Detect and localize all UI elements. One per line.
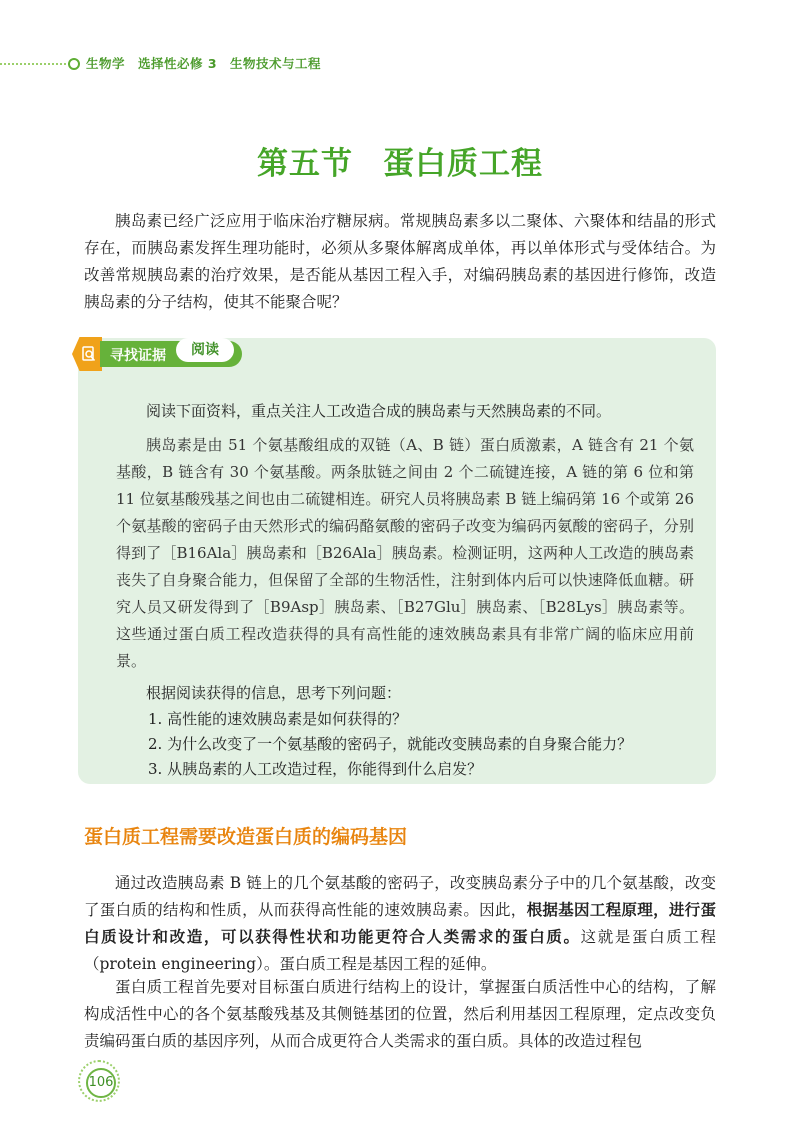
magnifier-document-icon — [82, 346, 96, 362]
section-title-text: 蛋白质工程 — [383, 146, 543, 182]
p2-text-a: 通过改造胰岛素 B 链上的几个氨基酸的密码子，改变胰岛素分子中的几个氨基酸，改变了蛋白质的结构和性质，从而获得高性能的速效胰岛素。因此， — [84, 874, 716, 919]
question-list — [148, 707, 708, 782]
p2-text-b: 这就是蛋白质工程（protein engineering）。蛋白质工程是基因工程的延伸。 — [84, 928, 716, 973]
header-dotted-rule — [0, 63, 70, 65]
evidence-badge — [72, 337, 242, 371]
header-ring-icon — [68, 58, 80, 70]
question-item: 1. 高性能的速效胰岛素是如何获得的？ — [148, 710, 408, 728]
intro-paragraph: 胰岛素已经广泛应用于临床治疗糖尿病。常规胰岛素多以二聚体、六聚体和结晶的形式存在，而胰岛素发挥生理功能时，必须从多聚体解离成单体，再以单体形式与受体结合。为改善常规胰岛素的治疗效果，是否能从基因工程入手，对编码胰岛素的基因进行修饰，改造胰岛素的分子结构，使其不能聚合呢？ — [84, 212, 716, 311]
question-lead: 根据阅读获得的信息，思考下列问题： — [146, 684, 402, 702]
section-title — [0, 138, 800, 183]
body-paragraph-1 — [84, 870, 716, 978]
subsection-heading: 蛋白质工程需要改造蛋白质的编码基因 — [84, 826, 408, 848]
p2-key-statement: 根据基因工程原理，进行蛋白质设计和改造，可以获得性状和功能更符合人类需求的蛋白质。 — [84, 901, 716, 946]
evidence-body: 胰岛素是由 51 个氨基酸组成的双链（A、B 链）蛋白质激素，A 链含有 21 个氨基酸，B 链含有 30 个氨基酸。两条肽链之间由 2 个二硫键连接，A 链的第 6 位和第 11 位氨基酸残基之间也由二硫键相连。研究人员将胰岛素 B 链上编码第 16 个或第 26 个氨基酸的密码子由天然形式的编码酪氨酸的密码子改变为编码丙氨酸的密码子，分别得到了［B16Ala］胰岛素和［B26Ala］胰岛素。检测证明，这两种人工改造的胰岛素丧失了自身聚合能力，但保留了全部的生物活性，注射到体内后可以快速降低血糖。研究人员又研发得到了［B9Asp］胰岛素、［B27Glu］胰岛素、［B28Lys］胰岛素等。这些通过蛋白质工程改造获得的具有高性能的速效胰岛素具有非常广阔的临床应用前景。 — [116, 436, 694, 670]
question-item: 2. 为什么改变了一个氨基酸的密码子，就能改变胰岛素的自身聚合能力？ — [148, 735, 633, 753]
body-paragraph-2: 蛋白质工程首先要对目标蛋白质进行结构上的设计，掌握蛋白质活性中心的结构，了解构成活性中心的各个氨基酸残基及其侧链基团的位置，然后利用基因工程原理，定点改变负责编码蛋白质的基因序列，从而合成更符合人类需求的蛋白质。具体的改造过程包 — [84, 978, 716, 1050]
question-item: 3. 从胰岛素的人工改造过程，你能得到什么启发？ — [148, 760, 483, 778]
header-label: 生物学 选择性必修 3 生物技术与工程 — [86, 56, 322, 71]
badge-label: 寻找证据 — [110, 348, 166, 364]
evidence-lead: 阅读下面资料，重点关注人工改造合成的胰岛素与天然胰岛素的不同。 — [146, 402, 612, 420]
section-number: 第五节 — [257, 146, 353, 182]
page-number: 106 — [86, 1068, 116, 1098]
running-header — [0, 54, 360, 74]
badge-tag: 阅读 — [176, 338, 234, 362]
